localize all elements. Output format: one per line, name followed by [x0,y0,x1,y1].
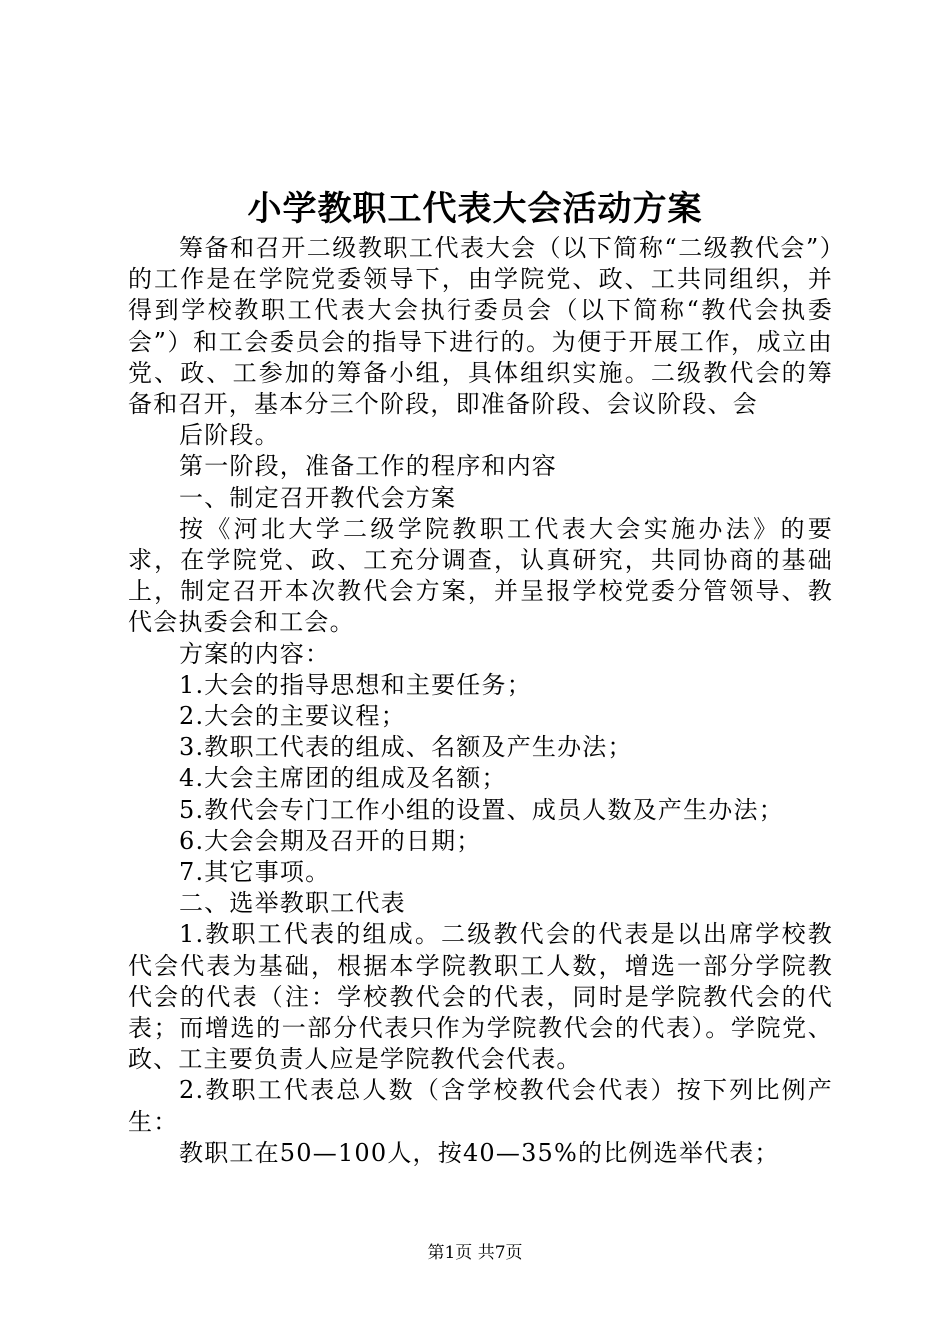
section-heading: 一、制定召开教代会方案 [179,483,457,512]
paragraph: 教职工在50—100人，按40—35%的比例选举代表； [179,1138,780,1167]
list-item: 6.大会会期及召开的日期； [179,826,482,855]
paragraph: 按《河北大学二级学院教职工代表大会实施办法》的要求，在学院党、政、工充分调查，认真研究，共同协商的基础上，制定召开本次教代会方案，并呈报学校党委分管领导、教代会执委会和工会。 [128,514,833,637]
list-item: 2.大会的主要议程； [179,702,406,731]
paragraph: 筹备和召开二级教职工代表大会（以下简称“二级教代会”）的工作是在学院党委领导下，由学院党、政、工共同组织，并得到学校教职工代表大会执行委员会（以下简称“教代会执委会”）和工会委员会的指导下进行的。为便于开展工作，成立由党、政、工参加的筹备小组，具体组织实施。二级教代会的筹备和召开，基本分三个阶段，即准备阶段、会议阶段、会 [128,234,833,419]
list-item: 5.教代会专门工作小组的设置、成员人数及产生办法； [179,795,784,824]
document-title: 小学教职工代表大会活动方案 [247,189,703,229]
list-item: 7.其它事项。 [179,858,331,887]
page-footer: 第1页 共7页 [427,1243,523,1263]
paragraph: 方案的内容： [179,639,331,668]
list-item: 4.大会主席团的组成及名额； [179,764,507,793]
paragraph: 后阶段。 [179,421,280,450]
paragraph: 2.教职工代表总人数（含学校教代会代表）按下列比例产生： [128,1076,833,1136]
paragraph: 1.教职工代表的组成。二级教代会的代表是以出席学校教代会代表为基础，根据本学院教职工人数，增选一部分学院教代会的代表（注：学校教代会的代表，同时是学院教代会的代表；而增选的一部分代表只作为学院教代会的代表）。学院党、政、工主要负责人应是学院教代会代表。 [128,920,833,1074]
section-heading: 二、选举教职工代表 [179,889,406,918]
section-heading: 第一阶段，准备工作的程序和内容 [179,452,557,481]
list-item: 1.大会的指导思想和主要任务； [179,670,532,699]
document-body [128,233,833,1169]
list-item: 3.教职工代表的组成、名额及产生办法； [179,733,633,762]
